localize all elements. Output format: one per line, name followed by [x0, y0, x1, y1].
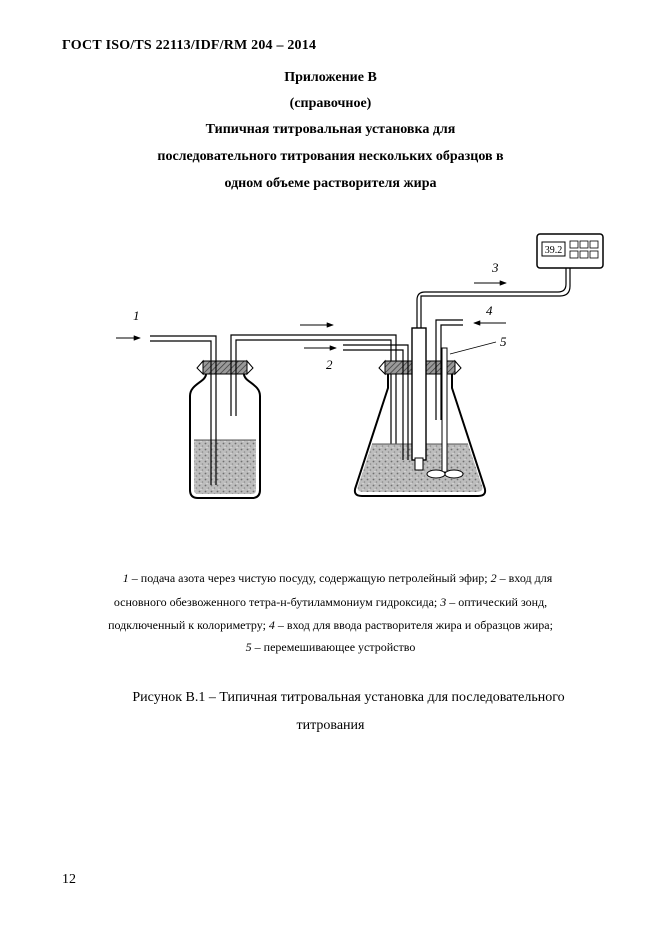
appendix-heading-line-3: одном объеме растворителя жира — [224, 176, 437, 191]
label-5: 5 — [500, 334, 507, 349]
leader-line-5 — [450, 342, 496, 354]
legend-line-1: 1 – подача азота через чистую посуду, содержащую петролейный эфир; 2 – вход для — [122, 571, 553, 585]
legend-num-3: 3 — [440, 595, 447, 609]
titration-apparatus-diagram — [0, 220, 661, 520]
label-3: 3 — [492, 260, 499, 275]
colorimeter — [537, 234, 603, 268]
page-number: 12 — [62, 872, 76, 887]
figure-caption-line-2: титрования — [296, 718, 365, 733]
legend-line-4: 5 – перемешивающее устройство — [245, 640, 416, 654]
label-1: 1 — [133, 308, 140, 323]
legend-line-2: основного обезвоженного тетра-н-бутиламмониум гидроксида; 3 – оптический зонд, — [113, 595, 548, 609]
appendix-heading-line-1: Типичная титровальная установка для — [205, 122, 456, 137]
legend-num-4: 4 — [268, 618, 275, 632]
colorimeter-display-value: 39.2 — [544, 245, 563, 256]
appendix-type: (справочное) — [289, 96, 372, 111]
legend-num-5: 5 — [245, 640, 252, 654]
appendix-heading-line-2: последовательного титрования нескольких образцов в — [157, 149, 504, 164]
document-header: ГОСТ ISO/TS 22113/IDF/RM 204 – 2014 — [62, 38, 317, 53]
legend-num-2: 2 — [490, 571, 497, 585]
figure-caption-line-1: Рисунок В.1 – Типичная титровальная установка для последовательного — [132, 690, 565, 705]
appendix-title: Приложение В — [284, 70, 377, 85]
wash-bottle — [190, 361, 260, 498]
label-2: 2 — [326, 357, 333, 372]
label-4: 4 — [486, 303, 493, 318]
legend-num-1: 1 — [122, 571, 129, 585]
legend-line-3: подключенный к колориметру; 4 – вход для ввода растворителя жира и образцов жира; — [108, 618, 553, 632]
